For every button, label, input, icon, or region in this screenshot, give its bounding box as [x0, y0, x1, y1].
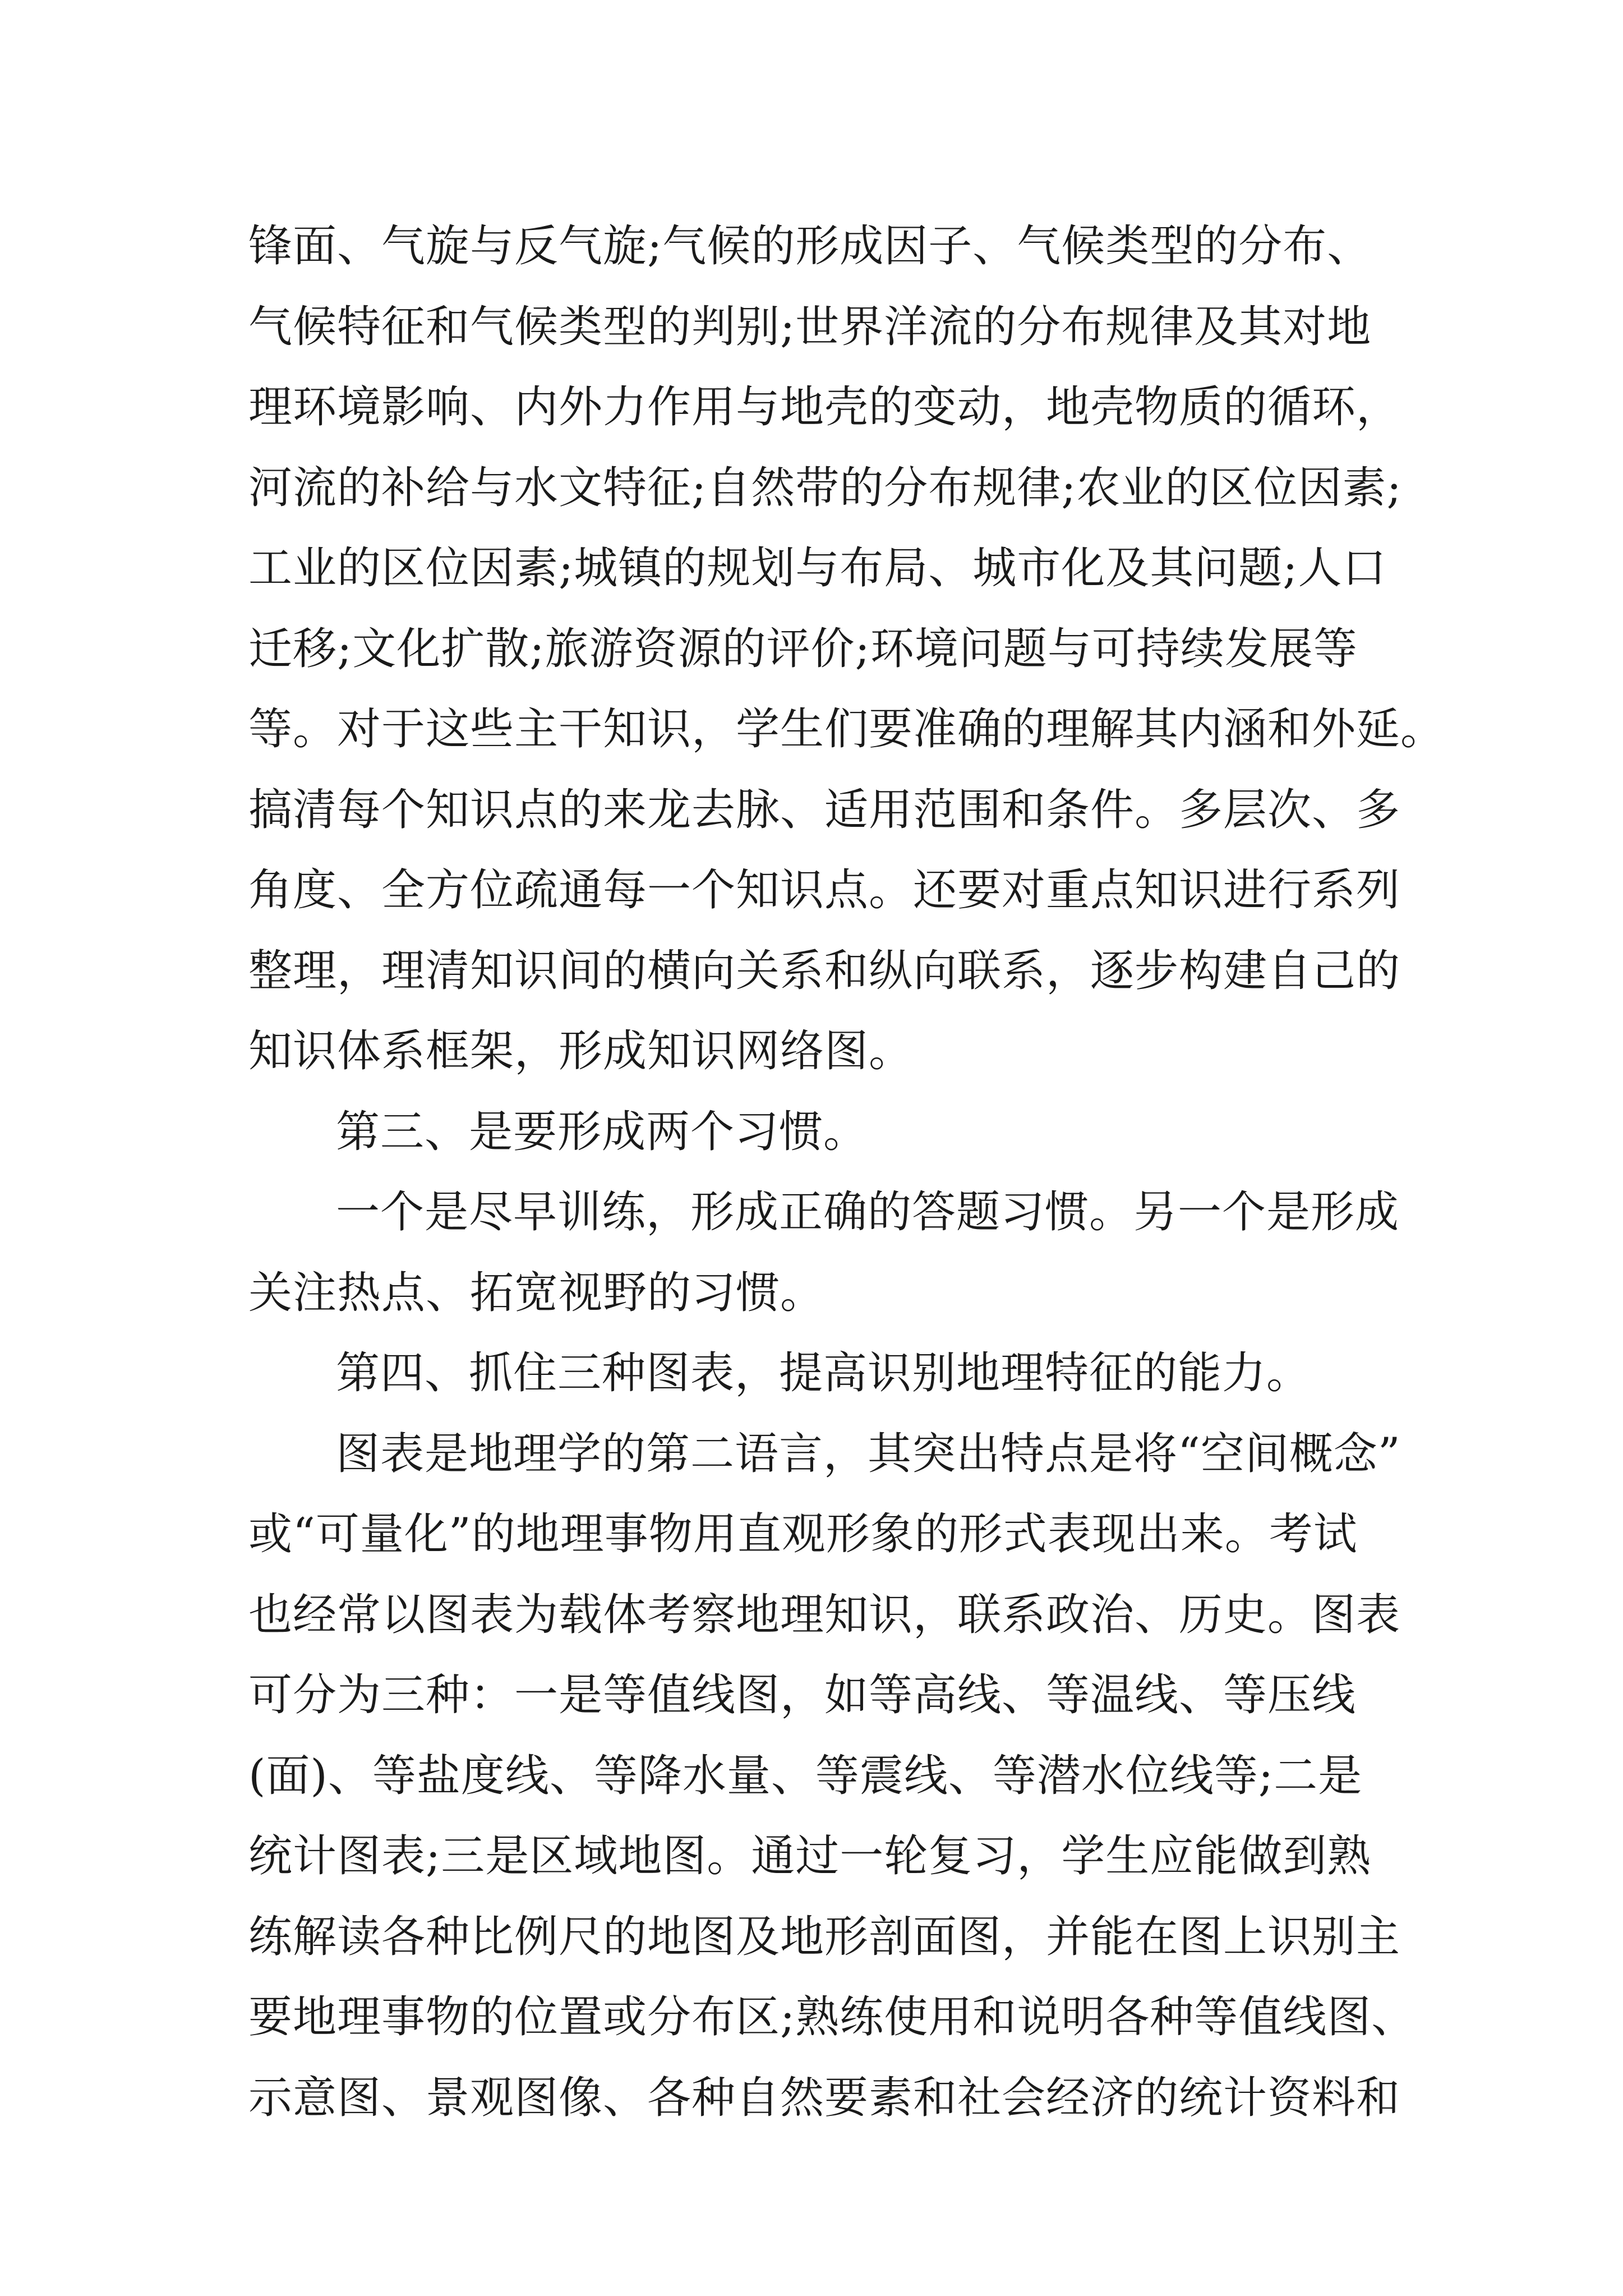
text-line: 练解读各种比例尺的地图及地形剖面图，并能在图上识别主	[248, 1911, 1401, 1962]
document-body	[248, 206, 1445, 2138]
text-line: 统计图表;三是区域地图。通过一轮复习，学生应能做到熟	[248, 1831, 1372, 1881]
text-line: (面)、等盐度线、等降水量、等震线、等潜水位线等;二是	[248, 1750, 1363, 1801]
text-line: 等。对于这些主干知识，学生们要准确的理解其内涵和外延。	[248, 704, 1445, 754]
text-line: 一个是尽早训练，形成正确的答题习惯。另一个是形成	[336, 1187, 1400, 1237]
text-line: 第四、抓住三种图表，提高识别地理特征的能力。	[336, 1348, 1311, 1398]
text-line: 河流的补给与水文特征;自然带的分布规律;农业的区位因素;	[248, 462, 1402, 513]
text-line: 迁移;文化扩散;旅游资源的评价;环境问题与可持续发展等	[248, 623, 1358, 674]
text-line: 气候特征和气候类型的判别;世界洋流的分布规律及其对地	[248, 301, 1372, 352]
text-line: 第三、是要形成两个习惯。	[336, 1106, 868, 1157]
text-line: 图表是地理学的第二语言，其突出特点是将“空间概念”	[336, 1428, 1401, 1479]
text-line: 或“可量化”的地理事物用直观形象的形式表现出来。考试	[248, 1509, 1358, 1559]
text-line: 锋面、气旋与反气旋;气候的形成因子、气候类型的分布、	[248, 221, 1372, 272]
text-line: 关注热点、拓宽视野的习惯。	[248, 1267, 825, 1318]
text-line: 整理，理清知识间的横向关系和纵向联系，逐步构建自己的	[248, 945, 1401, 996]
text-line: 工业的区位因素;城镇的规划与布局、城市化及其问题;人口	[248, 543, 1387, 593]
text-line: 也经常以图表为载体考察地理知识，联系政治、历史。图表	[248, 1589, 1401, 1640]
text-line: 要地理事物的位置或分布区;熟练使用和说明各种等值线图、	[248, 1992, 1416, 2042]
text-line: 理环境影响、内外力作用与地壳的变动，地壳物质的循环，	[248, 382, 1401, 432]
text-line: 知识体系框架，形成知识网络图。	[248, 1026, 914, 1076]
text-line: 可分为三种：一是等值线图，如等高线、等温线、等压线	[248, 1670, 1357, 1720]
text-line: 角度、全方位疏通每一个知识点。还要对重点知识进行系列	[248, 865, 1401, 915]
text-line: 搞清每个知识点的来龙去脉、适用范围和条件。多层次、多	[248, 784, 1401, 835]
text-line: 示意图、景观图像、各种自然要素和社会经济的统计资料和	[248, 2072, 1401, 2123]
